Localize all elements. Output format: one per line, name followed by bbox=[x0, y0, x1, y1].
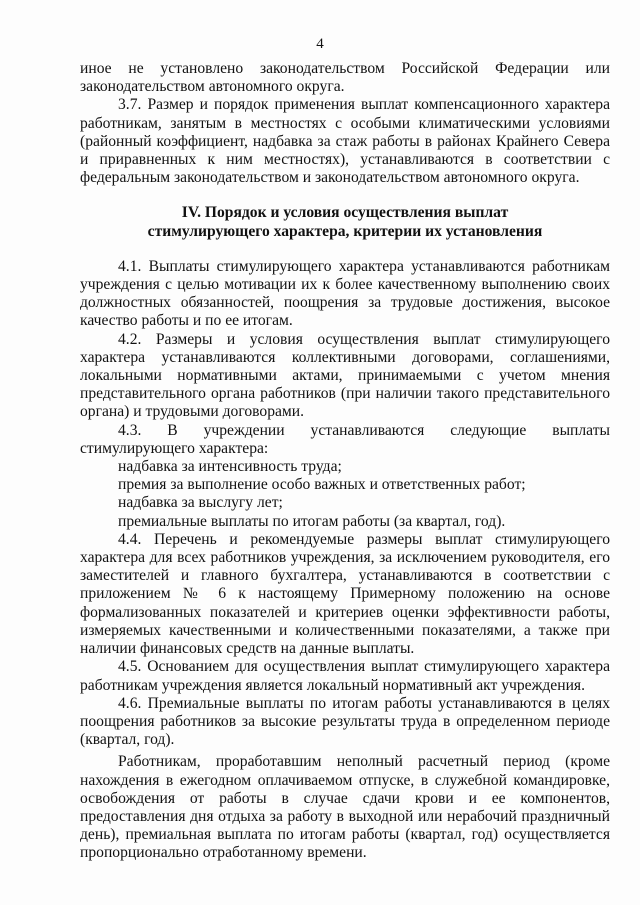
paragraph-continuation: иное не установлено законодательством Российской Федерации или законодательством автономного округа. bbox=[80, 60, 610, 96]
paragraph-4-5: 4.5. Основанием для осуществления выплат стимулирующего характера работникам учреждения является локальный нормативный акт учреждения. bbox=[80, 658, 610, 694]
paragraph-4-3: 4.3. В учреждении устанавливаются следующие выплаты стимулирующего характера: bbox=[80, 421, 610, 457]
list-item: надбавка за выслугу лет; bbox=[118, 494, 283, 512]
paragraph-4-4: 4.4. Перечень и рекомендуемые размеры выплат стимулирующего характера для всех работников учреждения, за исключением руководителя, его заместителей и главного бухгалтера, устанавливаются в соответствии с приложением № 6 к настоящему Примерному положению на основе формализованных показателей и критериев оценки эффективности работы, измеряемых качественными и количественными показателями, а также при наличии финансовых средств на данные выплаты. bbox=[80, 530, 610, 658]
list-item: премиальные выплаты по итогам работы (за квартал, год). bbox=[118, 512, 506, 530]
section-heading-line-2: стимулирующего характера, критерии их установления bbox=[147, 222, 543, 240]
paragraph-4-1: 4.1. Выплаты стимулирующего характера устанавливаются работникам учреждения с целью мотивации их к более качественному выполнению своих должностных обязанностей, поощрения за трудовые достижения, высокое качество работы и по ее итогам. bbox=[80, 257, 610, 330]
list-item: надбавка за интенсивность труда; bbox=[118, 458, 342, 476]
list-4-3 bbox=[80, 458, 610, 531]
paragraph-incomplete-period: Работникам, проработавшим неполный расчетный период (кроме нахождения в ежегодном оплачиваемом отпуске, в служебной командировке, освобождения от работы в случае сдачи крови и ее компонентов, предоставления дня отдыха за работу в выходной или нерабочий праздничный день), премиальная выплата по итогам работы (квартал, год) осуществляется пропорционально отработанному времени. bbox=[80, 753, 610, 862]
paragraph-3-7: 3.7. Размер и порядок применения выплат компенсационного характера работникам, занятым в местностях с особыми климатическими условиями (районный коэффициент, надбавка за стаж работы в районах Крайнего Севера и приравненных к ним местностях), устанавливаются в соответствии с федеральным законодательством и законодательством автономного округа. bbox=[80, 96, 610, 187]
page-number: 4 bbox=[316, 36, 324, 52]
section-heading-line-1: IV. Порядок и условия осуществления выплат bbox=[181, 204, 509, 222]
paragraph-4-2: 4.2. Размеры и условия осуществления выплат стимулирующего характера устанавливаются коллективными договорами, соглашениями, локальными нормативными актами, принимаемыми с учетом мнения представительного органа работников (при наличии такого представительного органа) и трудовыми договорами. bbox=[80, 330, 610, 421]
paragraph-4-6: 4.6. Премиальные выплаты по итогам работы устанавливаются в целях поощрения работников за высокие результаты труда в определенном периоде (квартал, год). bbox=[80, 694, 610, 749]
document-body bbox=[80, 60, 610, 863]
section-heading bbox=[80, 204, 610, 240]
list-item: премия за выполнение особо важных и ответственных работ; bbox=[118, 476, 526, 494]
